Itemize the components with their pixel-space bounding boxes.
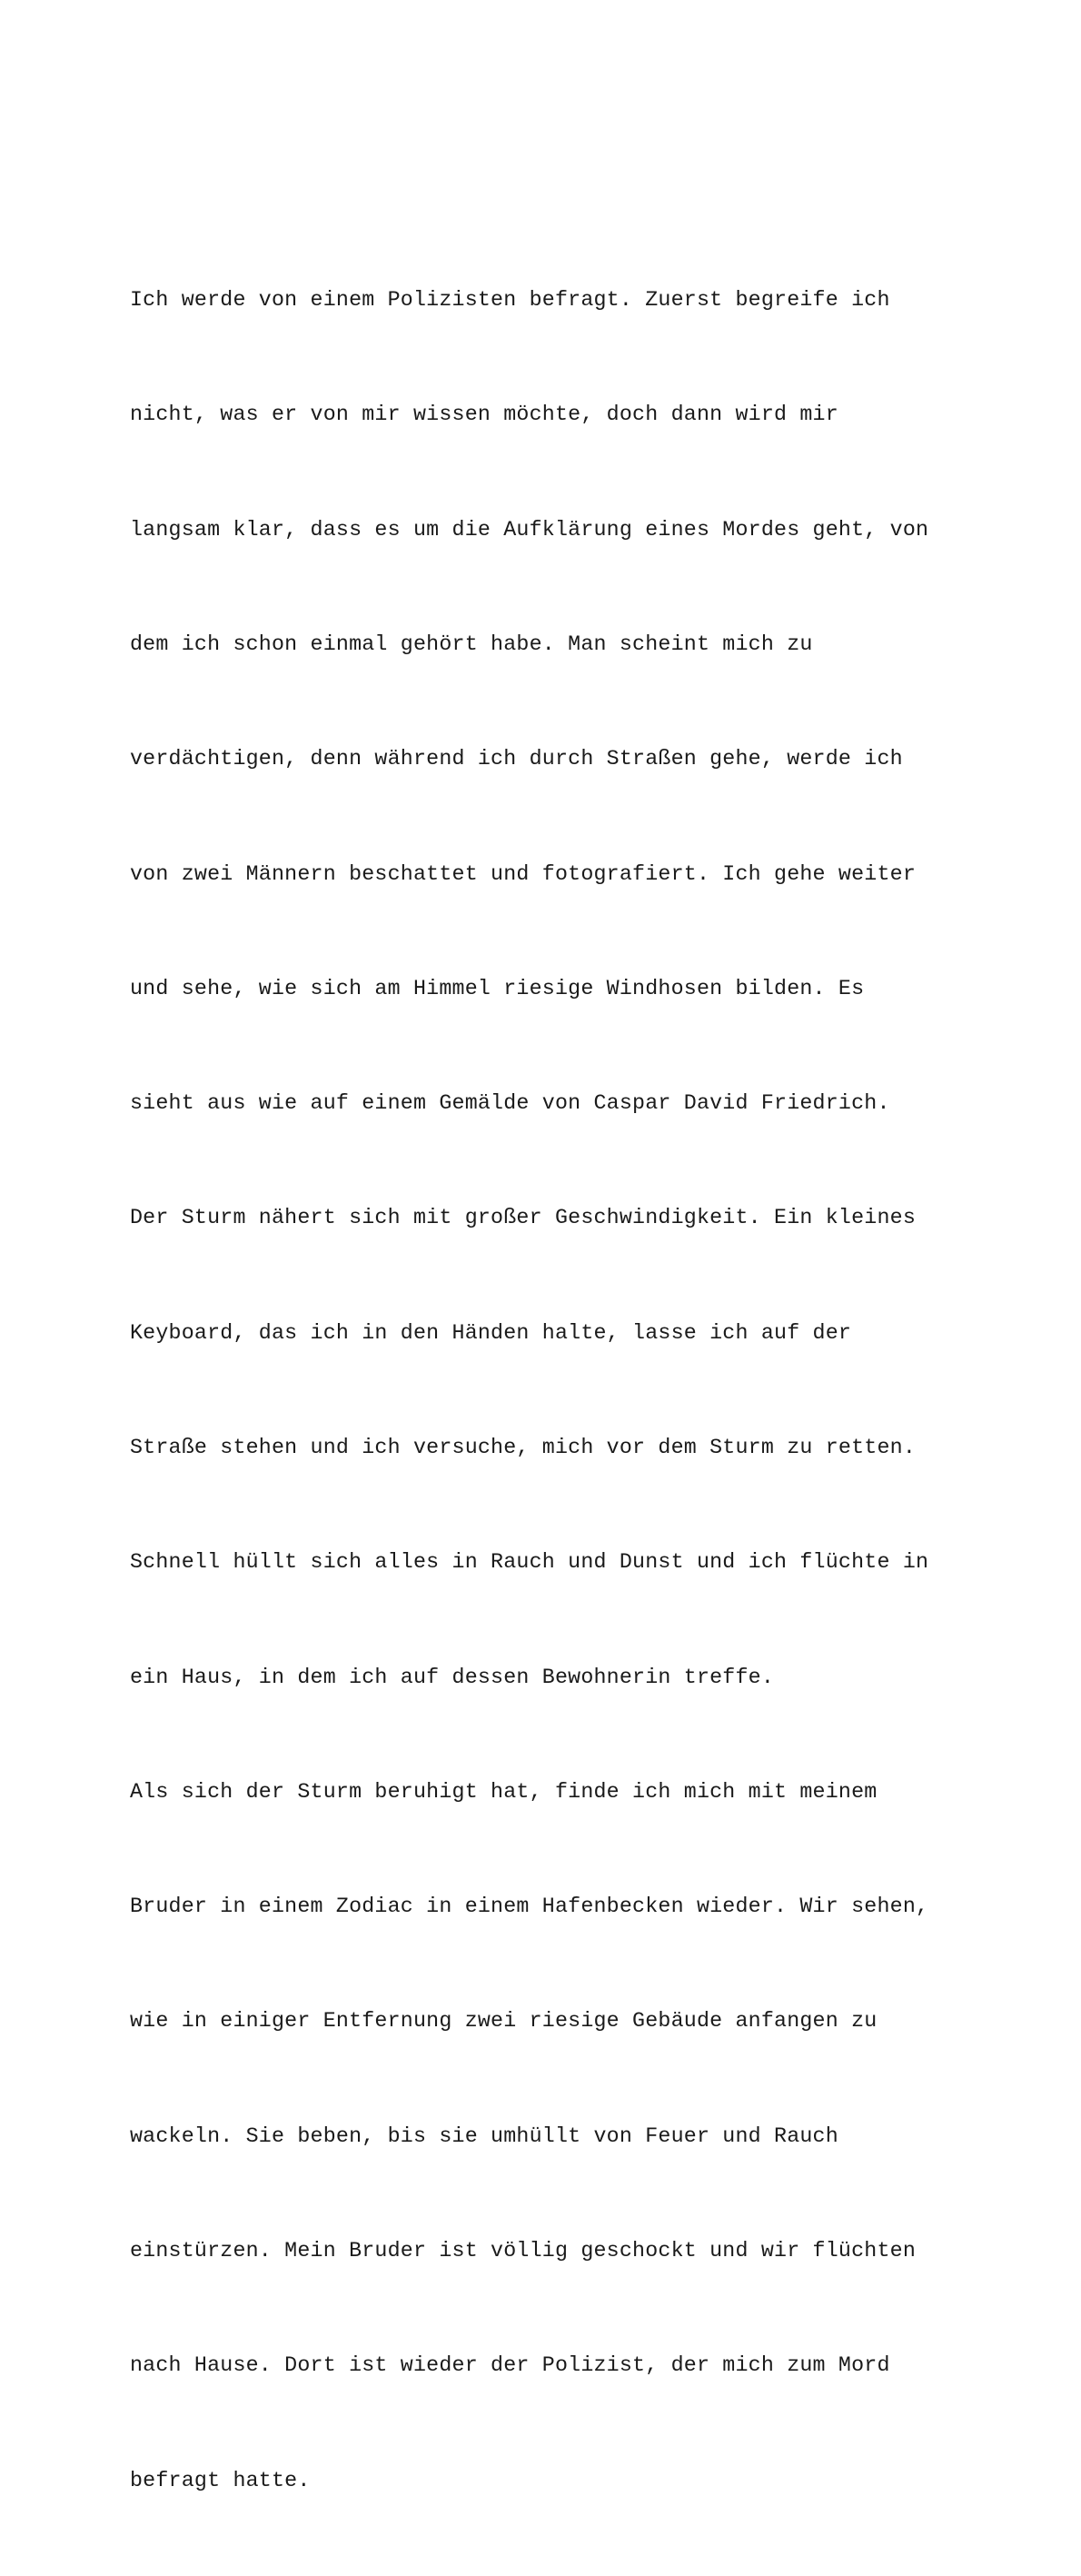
text-line: Straße stehen und ich versuche, mich vor dem Sturm zu retten. bbox=[130, 1436, 917, 1459]
text-line: dem ich schon einmal gehört habe. Man scheint mich zu bbox=[130, 632, 813, 657]
text-line: Bruder in einem Zodiac in einem Hafenbecken wieder. Wir sehen, bbox=[130, 1895, 929, 1919]
text-line: befragt hatte. bbox=[130, 2468, 311, 2492]
text-line: wackeln. Sie beben, bis sie umhüllt von Feuer und Rauch bbox=[130, 2123, 838, 2148]
text-line: langsam klar, dass es um die Aufklärung eines Mordes geht, von bbox=[130, 517, 929, 542]
text-line: Der Sturm nähert sich mit großer Geschwindigkeit. Ein kleines bbox=[130, 1206, 917, 1230]
text-line: und sehe, wie sich am Himmel riesige Windhosen bilden. Es bbox=[130, 976, 865, 1000]
text-line: sieht aus wie auf einem Gemälde von Caspar David Friedrich. bbox=[130, 1091, 890, 1116]
text-line: einstürzen. Mein Bruder ist völlig geschockt und wir flüchten bbox=[130, 2238, 917, 2263]
text-line: nach Hause. Dort ist wieder der Polizist, der mich zum Mord bbox=[130, 2353, 890, 2378]
text-line: wie in einiger Entfernung zwei riesige Gebäude anfangen zu bbox=[130, 2009, 878, 2034]
text-line: ein Haus, in dem ich auf dessen Bewohnerin treffe. bbox=[130, 1665, 775, 1689]
text-line: von zwei Männern beschattet und fotografiert. Ich gehe weiter bbox=[130, 861, 917, 886]
text-line: Keyboard, das ich in den Händen halte, lasse ich auf der bbox=[130, 1320, 852, 1345]
text-line: Schnell hüllt sich alles in Rauch und Dunst und ich flüchte in bbox=[130, 1550, 929, 1575]
body-text bbox=[130, 204, 984, 2576]
text-line: Ich werde von einem Polizisten befragt. Zuerst begreife ich bbox=[130, 288, 890, 313]
text-line: verdächtigen, denn während ich durch Straßen gehe, werde ich bbox=[130, 747, 903, 771]
text-line: Als sich der Sturm beruhigt hat, finde ich mich mit meinem bbox=[130, 1779, 878, 1804]
text-line: nicht, was er von mir wissen möchte, doch dann wird mir bbox=[130, 403, 838, 427]
